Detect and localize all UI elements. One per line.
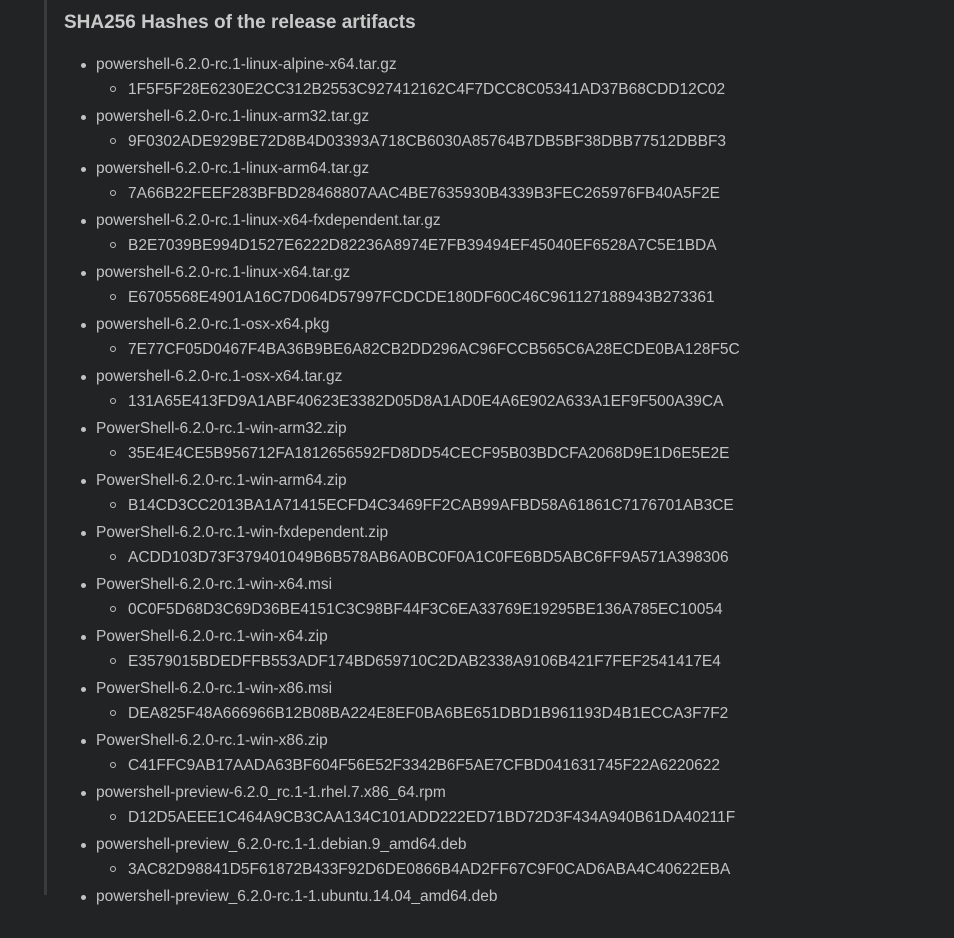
hash-sublist-item [64,495,944,517]
artifact-sha256-hash: ACDD103D73F379401049B6B578AB6A0BC0F0A1C0FE6BD5ABC6FF9A571A398306 [128,549,729,566]
circle-bullet-icon [110,346,116,352]
artifact-filename: PowerShell-6.2.0-rc.1-win-arm64.zip [96,472,347,489]
hash-sublist-item [64,547,944,569]
bullet-icon [81,375,86,380]
artifact-filename: powershell-6.2.0-rc.1-osx-x64.pkg [96,316,330,333]
artifact-list-item [64,522,944,574]
bullet-icon [81,583,86,588]
artifact-sha256-hash: 0C0F5D68D3C69D36BE4151C3C98BF44F3C6EA33769E19295BE136A785EC10054 [128,601,723,618]
hash-sublist-item [64,755,944,777]
bullet-icon [81,531,86,536]
artifact-list-item [64,418,944,470]
hash-sublist-item [64,651,944,673]
artifact-filename: powershell-6.2.0-rc.1-linux-arm32.tar.gz [96,108,370,125]
artifact-sha256-hash: 131A65E413FD9A1ABF40623E3382D05D8A1AD0E4A6E902A633A1EF9F500A39CA [128,393,724,410]
artifact-sha256-hash: E6705568E4901A16C7D064D57997FCDCDE180DF60C46C961127188943B273361 [128,289,715,306]
artifact-sha256-hash: 9F0302ADE929BE72D8B4D03393A718CB6030A85764B7DB5BF38DBB77512DBBF3 [128,133,727,150]
artifact-sha256-hash: B14CD3CC2013BA1A71415ECFD4C3469FF2CAB99AFBD58A61861C7176701AB3CE [128,497,734,514]
hash-sublist-item [64,599,944,621]
artifact-filename: PowerShell-6.2.0-rc.1-win-x64.zip [96,628,328,645]
artifact-filename: powershell-preview-6.2.0_rc.1-1.rhel.7.x86_64.rpm [96,784,446,801]
artifact-list-item [64,470,944,522]
artifact-filename: PowerShell-6.2.0-rc.1-win-x64.msi [96,576,333,593]
circle-bullet-icon [110,762,116,768]
artifact-filename: powershell-6.2.0-rc.1-linux-alpine-x64.tar.gz [96,56,397,73]
artifact-filename: PowerShell-6.2.0-rc.1-win-fxdependent.zip [96,524,389,541]
bullet-icon [81,895,86,900]
bullet-icon [81,791,86,796]
hash-sublist-item [64,339,944,361]
artifact-filename: powershell-6.2.0-rc.1-linux-x64-fxdependent.tar.gz [96,212,441,229]
artifact-filename: powershell-preview_6.2.0-rc.1-1.debian.9_amd64.deb [96,836,467,853]
artifact-list-item [64,262,944,314]
bullet-icon [81,687,86,692]
hash-sublist-item [64,79,944,101]
artifact-list-item [64,574,944,626]
hash-sublist-item [64,391,944,413]
bullet-icon [81,739,86,744]
artifact-sha256-hash: 7A66B22FEEF283BFBD28468807AAC4BE7635930B4339B3FEC265976FB40A5F2E [128,185,720,202]
bullet-icon [81,167,86,172]
hash-sublist-item [64,443,944,465]
artifact-sha256-hash: DEA825F48A666966B12B08BA224E8EF0BA6BE651DBD1B961193D4B1ECCA3F7F2 [128,705,729,722]
circle-bullet-icon [110,294,116,300]
artifact-list-item [64,782,944,834]
hash-sublist-item [64,859,944,881]
artifact-list-item [64,106,944,158]
artifact-filename: PowerShell-6.2.0-rc.1-win-arm32.zip [96,420,347,437]
circle-bullet-icon [110,86,116,92]
artifact-list-item [64,158,944,210]
artifact-filename: powershell-preview_6.2.0-rc.1-1.ubuntu.14.04_amd64.deb [96,888,498,905]
artifact-list-item [64,886,944,938]
artifact-list-item [64,366,944,418]
circle-bullet-icon [110,190,116,196]
hashes-heading: SHA256 Hashes of the release artifacts [64,12,416,33]
bullet-icon [81,323,86,328]
hash-sublist-item [64,703,944,725]
circle-bullet-icon [110,138,116,144]
circle-bullet-icon [110,502,116,508]
artifact-filename: powershell-6.2.0-rc.1-osx-x64.tar.gz [96,368,343,385]
artifact-sha256-hash: C41FFC9AB17AADA63BF604F56E52F3342B6F5AE7CFBD041631745F22A6220622 [128,757,720,774]
bullet-icon [81,479,86,484]
artifact-sha256-hash: B2E7039BE994D1527E6222D82236A8974E7FB39494EF45040EF6528A7C5E1BDA [128,237,717,254]
bullet-icon [81,427,86,432]
bullet-icon [81,271,86,276]
circle-bullet-icon [110,710,116,716]
hash-sublist-item [64,183,944,205]
artifact-list-item [64,54,944,106]
circle-bullet-icon [110,450,116,456]
artifact-filename: PowerShell-6.2.0-rc.1-win-x86.zip [96,732,328,749]
artifact-filename: powershell-6.2.0-rc.1-linux-arm64.tar.gz [96,160,370,177]
hash-sublist-item [64,131,944,153]
artifact-list [64,54,944,938]
artifact-sha256-hash: 7E77CF05D0467F4BA36B9BE6A82CB2DD296AC96FCCB565C6A28ECDE0BA128F5C [128,341,740,358]
circle-bullet-icon [110,814,116,820]
artifact-list-item [64,626,944,678]
circle-bullet-icon [110,658,116,664]
hash-sublist-item [64,807,944,829]
bullet-icon [81,635,86,640]
artifact-list-item [64,314,944,366]
circle-bullet-icon [110,866,116,872]
artifact-filename: PowerShell-6.2.0-rc.1-win-x86.msi [96,680,333,697]
blockquote-border [44,0,47,895]
bullet-icon [81,219,86,224]
artifact-sha256-hash: 35E4E4CE5B956712FA1812656592FD8DD54CECF95B03BDCFA2068D9E1D6E5E2E [128,445,730,462]
hash-sublist-item [64,287,944,309]
artifact-sha256-hash: 1F5F5F28E6230E2CC312B2553C927412162C4F7DCC8C05341AD37B68CDD12C02 [128,81,726,98]
circle-bullet-icon [110,398,116,404]
artifact-sha256-hash: 3AC82D98841D5F61872B433F92D6DE0866B4AD2FF67C9F0CAD6ABA4C40622EBA [128,861,731,878]
artifact-list-item [64,678,944,730]
artifact-sha256-hash: D12D5AEEE1C464A9CB3CAA134C101ADD222ED71BD72D3F434A940B61DA40211F [128,809,736,826]
hash-sublist-item [64,235,944,257]
bullet-icon [81,843,86,848]
artifact-list-item [64,210,944,262]
artifact-sha256-hash: E3579015BDEDFFB553ADF174BD659710C2DAB2338A9106B421F7FEF2541417E4 [128,653,721,670]
bullet-icon [81,63,86,68]
artifact-list-item [64,834,944,886]
artifact-list-item [64,730,944,782]
circle-bullet-icon [110,554,116,560]
circle-bullet-icon [110,242,116,248]
circle-bullet-icon [110,606,116,612]
bullet-icon [81,115,86,120]
artifact-filename: powershell-6.2.0-rc.1-linux-x64.tar.gz [96,264,351,281]
